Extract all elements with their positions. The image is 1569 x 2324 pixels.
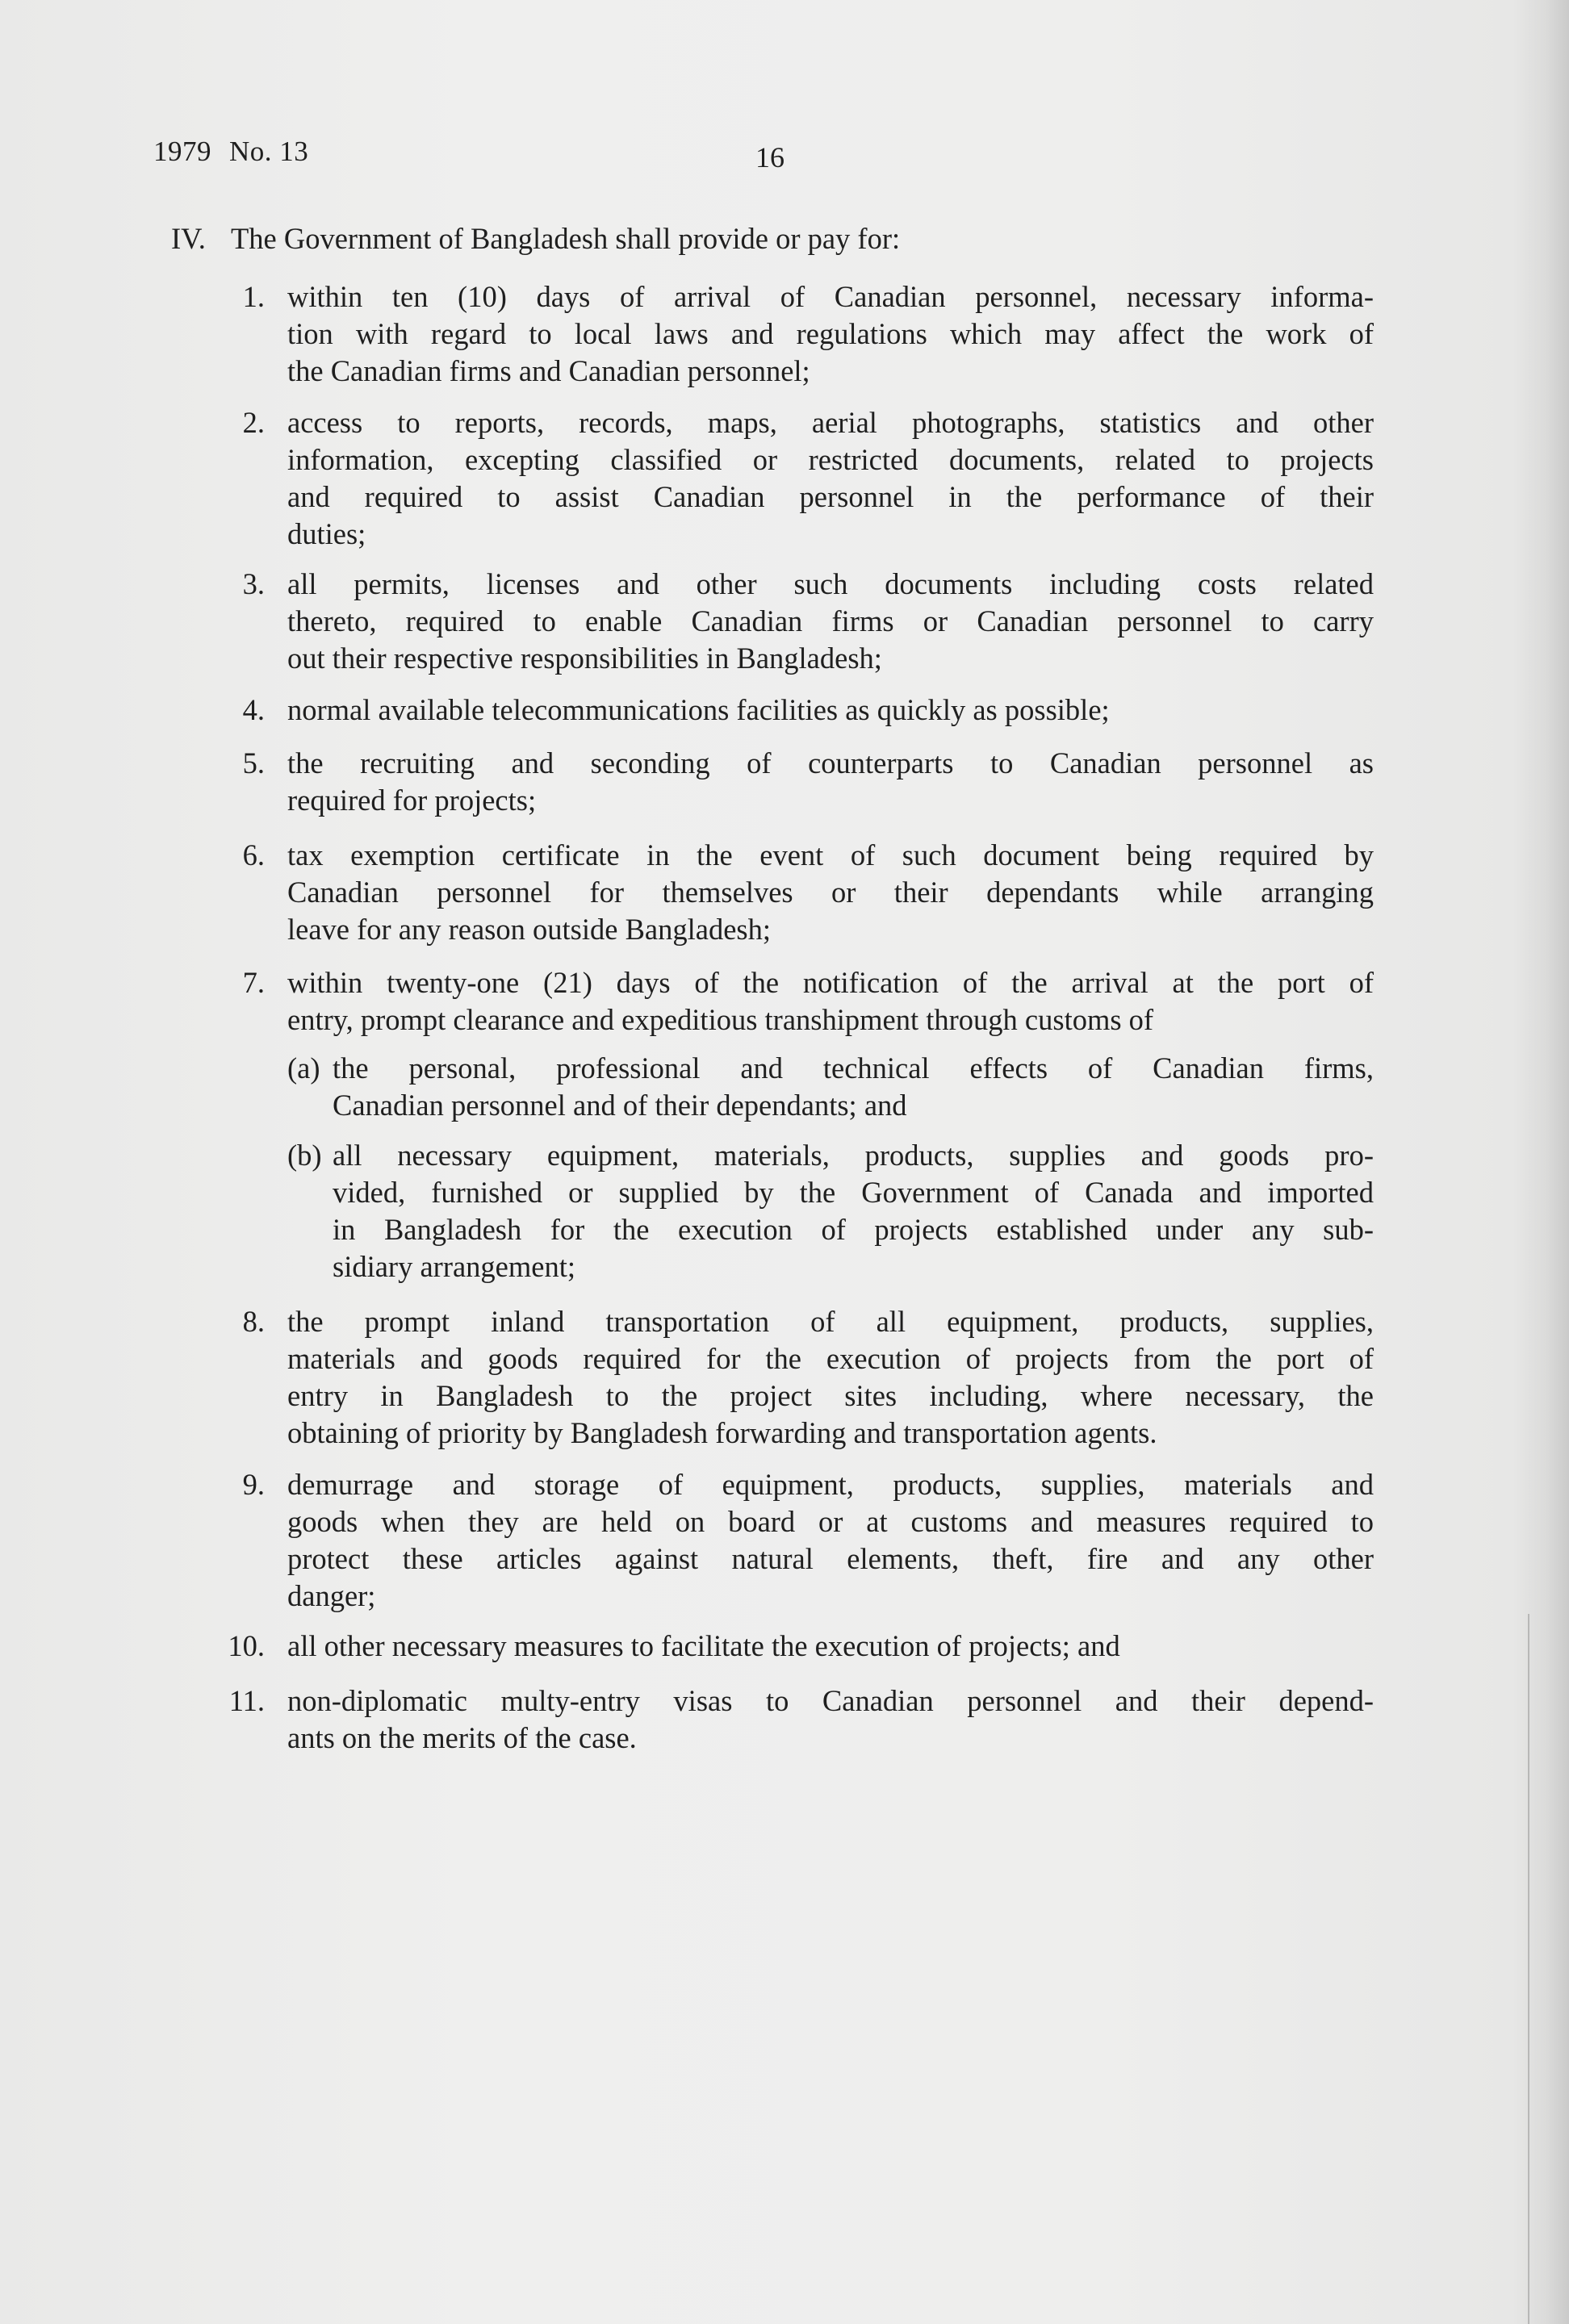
subitem-text-line: sidiary arrangement; [333,1250,576,1283]
item-number: 6. [242,838,265,872]
item-text-line: entry in Bangladesh to the project sites including, where necessary, the [287,1379,1374,1412]
item-text-line: entry, prompt clearance and expeditious transhipment through customs of [287,1003,1154,1036]
item-number: 2. [242,406,265,439]
subitem-text-line: in Bangladesh for the execution of projects established under any sub- [333,1213,1374,1246]
item-text-line: thereto, required to enable Canadian firms or Canadian personnel to carry [287,604,1374,637]
item-text-line: ants on the merits of the case. [287,1721,637,1754]
item-number: 8. [242,1305,265,1338]
item-text-line: protect these articles against natural elements, theft, fire and any other [287,1542,1374,1575]
page-edge-shadow [1513,0,1569,2324]
page-edge-line [1528,1614,1529,2324]
item-number: 10. [228,1629,265,1662]
item-text-line: goods when they are held on board or at customs and measures required to [287,1505,1374,1538]
document-reference [153,136,308,168]
subitem-text-line: Canadian personnel and of their dependants; and [333,1089,907,1122]
item-text-line: the recruiting and seconding of counterparts to Canadian personnel as [287,746,1374,780]
item-text-line: leave for any reason outside Bangladesh; [287,913,772,946]
item-number: 3. [242,567,265,600]
item-text-line: demurrage and storage of equipment, products, supplies, materials and [287,1468,1374,1501]
item-text-line: required for projects; [287,784,537,817]
item-text-line: information, excepting classified or restricted documents, related to projects [287,443,1374,476]
item-text-line: the Canadian firms and Canadian personnel; [287,354,810,387]
item-number: 7. [242,966,265,999]
item-text-line: within ten (10) days of arrival of Canadian personnel, necessary informa- [287,280,1374,313]
item-number: 11. [228,1684,265,1717]
item-text-line: access to reports, records, maps, aerial photographs, statistics and other [287,406,1374,439]
subitem-label: (b) [287,1139,322,1172]
subitem-text-line: vided, furnished or supplied by the Government of Canada and imported [333,1176,1374,1209]
subitem-text-line: all necessary equipment, materials, products, supplies and goods pro- [333,1139,1374,1172]
item-number: 9. [242,1468,265,1501]
item-text-line: Canadian personnel for themselves or their dependants while arranging [287,876,1374,909]
item-text-line: obtaining of priority by Bangladesh forwarding and transportation agents. [287,1416,1157,1449]
year-label: 1979 [153,136,211,167]
section-numeral: IV. [171,222,206,255]
item-text-line: danger; [287,1579,376,1612]
item-text-line: normal available telecommunications facilities as quickly as possible; [287,693,1110,726]
page-number: 16 [755,141,784,173]
section-intro: The Government of Bangladesh shall provide or pay for: [231,222,901,255]
item-number: 5. [242,746,265,780]
item-text-line: tax exemption certificate in the event of such document being required by [287,838,1374,872]
item-text-line: tion with regard to local laws and regulations which may affect the work of [287,317,1374,350]
issue-number: No. 13 [229,136,309,167]
item-text-line: and required to assist Canadian personnel in the performance of their [287,480,1374,513]
item-number: 1. [242,280,265,313]
item-text-line: out their respective responsibilities in Bangladesh; [287,642,882,675]
item-text-line: duties; [287,517,366,550]
item-text-line: all permits, licenses and other such documents including costs related [287,567,1374,600]
item-text-line: the prompt inland transportation of all equipment, products, supplies, [287,1305,1374,1338]
item-number: 4. [242,693,265,726]
item-text-line: all other necessary measures to facilitate the execution of projects; and [287,1629,1120,1662]
subitem-text-line: the personal, professional and technical effects of Canadian firms, [333,1051,1374,1085]
item-text-line: within twenty-one (21) days of the notification of the arrival at the port of [287,966,1374,999]
subitem-label: (a) [287,1051,320,1085]
item-text-line: non-diplomatic multy-entry visas to Canadian personnel and their depend- [287,1684,1374,1717]
item-text-line: materials and goods required for the execution of projects from the port of [287,1342,1374,1375]
